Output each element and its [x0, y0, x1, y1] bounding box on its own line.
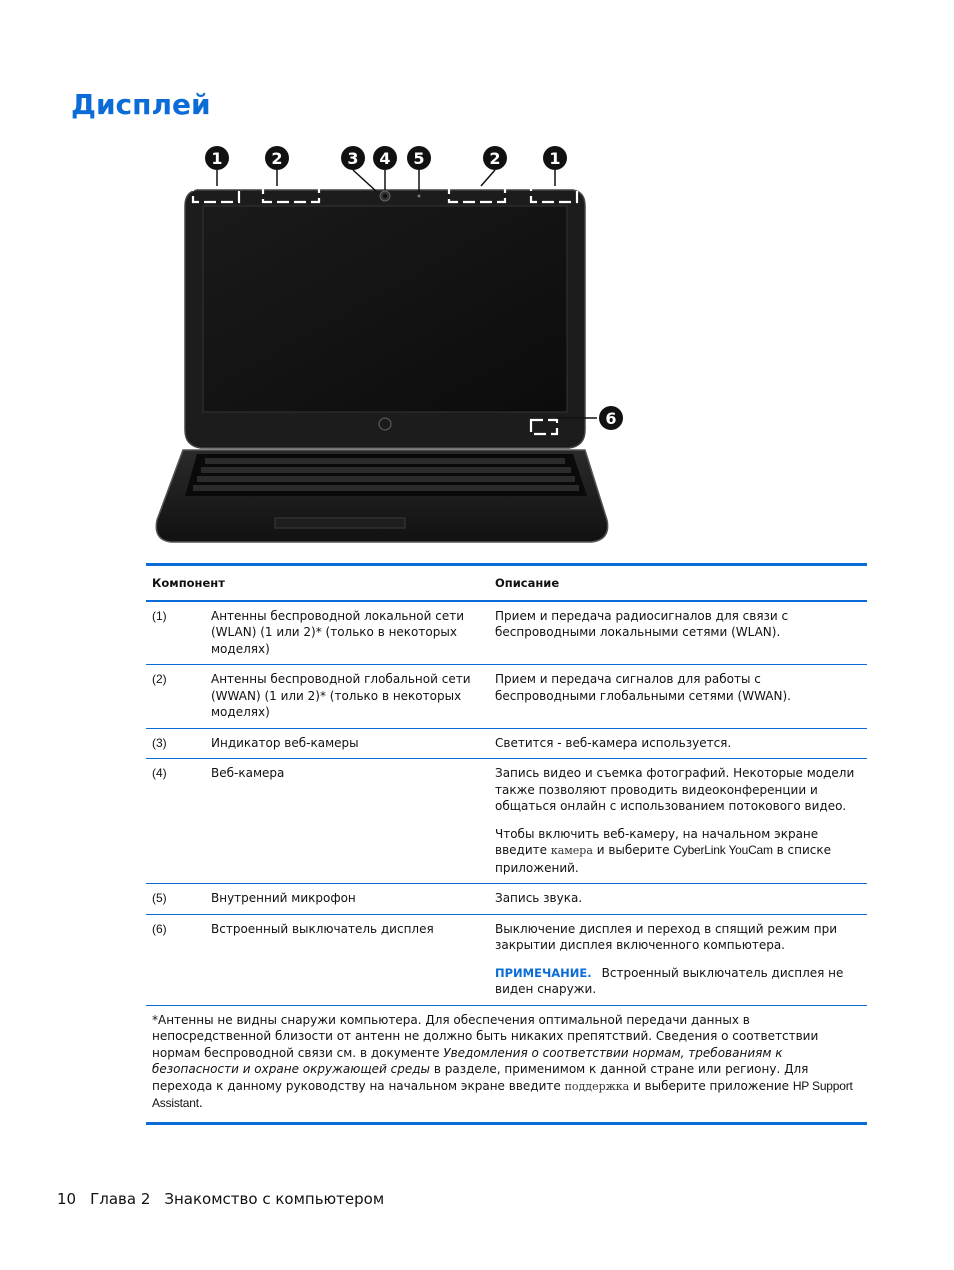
- component-description: Прием и передача радиосигналов для связи с беспроводными локальными сетями (WLAN).: [489, 601, 867, 665]
- table-header-row: [146, 565, 867, 601]
- footnote: [146, 1005, 867, 1123]
- page-footer: [57, 1190, 398, 1208]
- text-span: Чтобы включить веб-камеру, на начальном экране введите: [495, 826, 819, 857]
- row-number: (2): [146, 665, 205, 729]
- text-span: и выберите: [592, 843, 674, 857]
- component-description: Запись звука.: [489, 884, 867, 915]
- laptop-display-illustration: [145, 140, 635, 552]
- table-row: [146, 759, 867, 884]
- callout-4: [373, 146, 397, 170]
- row-number: (4): [146, 759, 205, 884]
- component-description: [489, 914, 867, 1005]
- table-row: [146, 728, 867, 759]
- component-name: Индикатор веб-камеры: [205, 728, 489, 759]
- footnote-row: [146, 1005, 867, 1123]
- callout-3: [341, 146, 365, 170]
- page-title: Дисплей: [71, 88, 211, 121]
- callout-5: [407, 146, 431, 170]
- callout-1-left: [205, 146, 229, 170]
- typed-command: поддержка: [564, 1079, 630, 1093]
- callout-6: [599, 406, 623, 430]
- svg-text:3: 3: [347, 149, 359, 168]
- table-row: [146, 665, 867, 729]
- chapter-label: Глава 2: [90, 1190, 151, 1208]
- footnote-text: в разделе, применимом к данной стране или региону. Для перехода к данному руководству на начальном экране введите: [152, 1062, 809, 1093]
- table-row: [146, 914, 867, 1005]
- table-row: [146, 601, 867, 665]
- component-name: Антенны беспроводной глобальной сети (WWAN) (1 или 2)* (только в некоторых моделях): [205, 665, 489, 729]
- text-span: в списке приложений.: [495, 843, 831, 875]
- chapter-title: Знакомство с компьютером: [164, 1190, 385, 1208]
- footnote-text: *Антенны не видны снаружи компьютера. Для обеспечения оптимальной передачи данных в непосредственной близости от антенн не должно быть никаких препятствий. Сведения о соответствии нормам беспроводной связи см. в документе: [152, 1012, 819, 1060]
- svg-text:1: 1: [549, 149, 561, 168]
- app-name: HP Support Assistant: [152, 1078, 853, 1110]
- typed-command: камера: [550, 844, 593, 857]
- description-paragraph: Выключение дисплея и переход в спящий режим при закрытии дисплея включенного компьютера.: [495, 921, 838, 952]
- svg-text:1: 1: [211, 149, 223, 168]
- component-description: [489, 759, 867, 884]
- page-number: 10: [57, 1190, 77, 1208]
- components-table: [146, 563, 867, 1125]
- header-component: Компонент: [146, 565, 489, 601]
- svg-text:2: 2: [271, 149, 283, 168]
- description-paragraph-2: [495, 826, 861, 877]
- component-name: Внутренний микрофон: [205, 884, 489, 915]
- row-number: (3): [146, 728, 205, 759]
- svg-text:2: 2: [489, 149, 501, 168]
- callout-1-right: [543, 146, 567, 170]
- description-paragraph: Запись видео и съемка фотографий. Некоторые модели также позволяют проводить видеоконференции и общаться онлайн с использованием потокового видео.: [495, 766, 855, 813]
- callout-2-right: [483, 146, 507, 170]
- component-description: Прием и передача сигналов для работы с беспроводными глобальными сетями (WWAN).: [489, 665, 867, 729]
- component-name: Антенны беспроводной локальной сети (WLAN) (1 или 2)* (только в некоторых моделях): [205, 601, 489, 665]
- callout-2-left: [265, 146, 289, 170]
- svg-text:5: 5: [413, 149, 425, 168]
- document-title: Уведомления о соответствии нормам, требованиям к безопасности и охране окружающей среды: [152, 1045, 783, 1076]
- svg-text:6: 6: [605, 409, 617, 428]
- row-number: (1): [146, 601, 205, 665]
- row-number: (6): [146, 914, 205, 1005]
- component-description: Светится - веб-камера используется.: [489, 728, 867, 759]
- component-name: Веб-камера: [205, 759, 489, 884]
- note-paragraph: [495, 965, 861, 998]
- footnote-text: .: [198, 1096, 203, 1110]
- app-name: CyberLink YouCam: [673, 843, 773, 857]
- row-number: (5): [146, 884, 205, 915]
- header-description: Описание: [489, 565, 867, 601]
- component-name: Встроенный выключатель дисплея: [205, 914, 489, 1005]
- svg-text:4: 4: [379, 149, 391, 168]
- footnote-text: и выберите приложение: [629, 1078, 793, 1093]
- table-row: [146, 884, 867, 915]
- note-text: Встроенный выключатель дисплея не виден снаружи.: [495, 965, 844, 996]
- note-label: ПРИМЕЧАНИЕ.: [495, 965, 592, 980]
